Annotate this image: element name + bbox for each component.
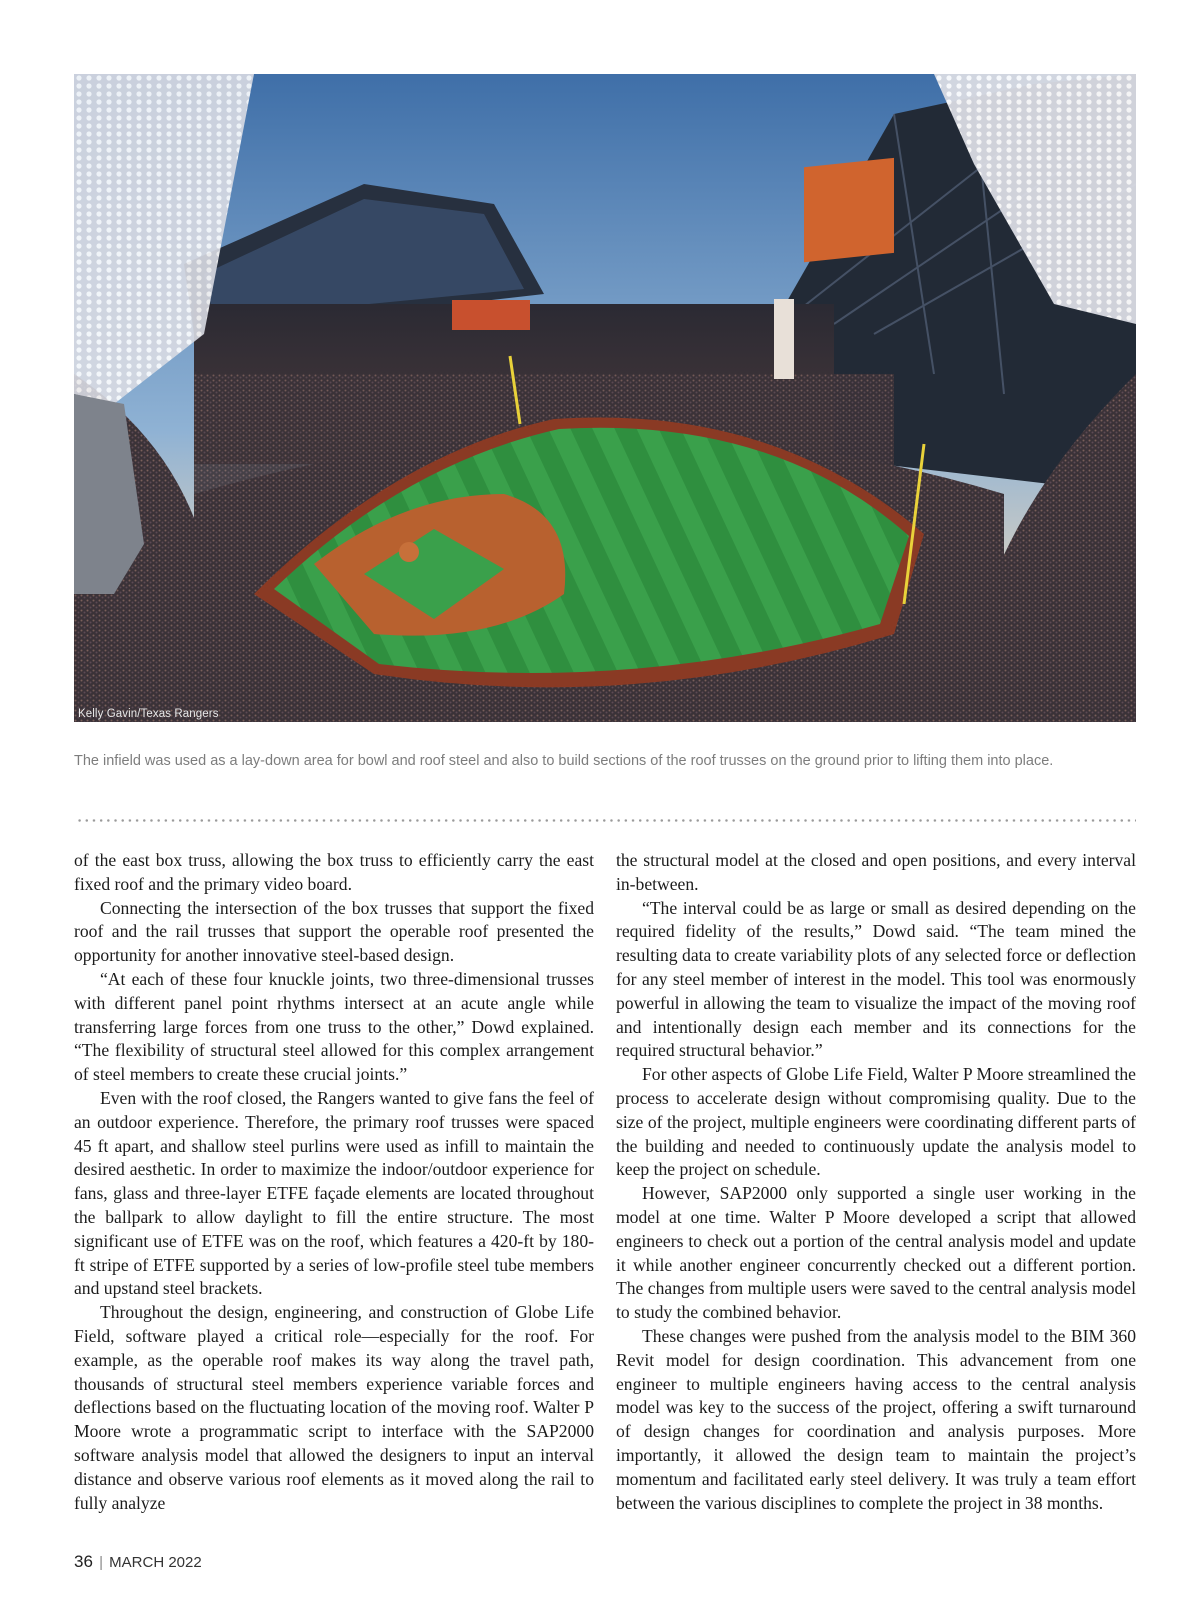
- article-column-right: [616, 849, 1136, 1515]
- paragraph: For other aspects of Globe Life Field, Walter P Moore streamlined the process to accelerate design without compromising quality. Due to the size of the project, multiple engineers were coordinating different parts of the building and needed to continuously update the analysis model to keep the project on schedule.: [616, 1064, 1136, 1180]
- page-footer: [74, 1552, 202, 1572]
- article-column-left: [74, 849, 594, 1515]
- paragraph: Throughout the design, engineering, and construction of Globe Life Field, software played a critical role—especially for the roof. For example, as the operable roof makes its way along the travel path, thousands of structural steel members experience variable forces and deflections based on the fluctuating location of the moving roof. Walter P Moore wrote a programmatic script to interface with the SAP2000 software analysis model that allowed the designers to input an interval distance and observe various roof elements as it moved along the rail to fully analyze: [74, 1302, 594, 1513]
- paragraph: “The interval could be as large or small as desired depending on the required fidelity of the results,” Dowd said. “The team mined the resulting data to create variability plots of any selected force or deflection for any steel member of interest in the model. This tool was enormously powerful in allowing the team to visualize the impact of the moving roof and intentionally design each member and its connections for the required structural behavior.”: [616, 897, 1136, 1061]
- stadium-illustration: [74, 74, 1136, 722]
- page-number: 36: [74, 1552, 93, 1571]
- issue-date: MARCH 2022: [109, 1554, 202, 1571]
- paragraph: Connecting the intersection of the box trusses that support the fixed roof and the rail trusses that support the operable roof presented the opportunity for another innovative steel-based design.: [74, 897, 594, 966]
- dotted-divider: [76, 819, 1136, 822]
- footer-separator: |: [99, 1554, 103, 1571]
- stadium-photo: [74, 74, 1136, 722]
- paragraph: Even with the roof closed, the Rangers wanted to give fans the feel of an outdoor experience. Therefore, the primary roof trusses were spaced 45 ft apart, and shallow steel purlins were used as infill to maintain the desired aesthetic. In order to maximize the indoor/​outdoor experience for fans, glass and three-layer ETFE façade elements are located throughout the ballpark to allow daylight to fill the entire structure. The most significant use of ETFE was on the roof, which features a 420-ft by 180-ft stripe of ETFE supported by a series of low-profile steel tube members and upstand steel brackets.: [74, 1087, 594, 1299]
- paragraph: “At each of these four knuckle joints, two three-dimensional trusses with different panel point rhythms intersect at an acute angle while transferring large forces from one truss to the other,” Dowd explained. “The flexibility of structural steel allowed for this complex arrangement of steel members to create these crucial joints.”: [74, 968, 594, 1085]
- photo-caption: The infield was used as a lay-down area for bowl and roof steel and also to build sections of the roof trusses on the ground prior to lifting them into place.: [74, 753, 1054, 769]
- paragraph: However, SAP2000 only supported a single user working in the model at one time. Walter P Moore developed a script that allowed engineers to check out a portion of the central analysis model and update it while another engineer concurrently checked out a different portion. The changes from multiple users were saved to the central analysis model to study the combined behavior.: [616, 1183, 1136, 1323]
- paragraph: These changes were pushed from the analysis model to the BIM 360 Revit model for design coordination. This advancement from one engineer to multiple engineers having access to the central analysis model was key to the success of the project, offering a swift turnaround of design changes for coordination and analysis purposes. More importantly, it allowed the design team to maintain the project’s momentum and facilitated early steel delivery. It was truly a team effort between the various disciplines to complete the project in 38 months.: [616, 1325, 1136, 1513]
- photo-credit: Kelly Gavin/Texas Rangers: [78, 708, 219, 720]
- paragraph: the structural model at the closed and open positions, and every interval in-between.: [616, 850, 1136, 894]
- paragraph: of the east box truss, allowing the box truss to efficiently carry the east fixed roof and the primary video board.: [74, 850, 594, 894]
